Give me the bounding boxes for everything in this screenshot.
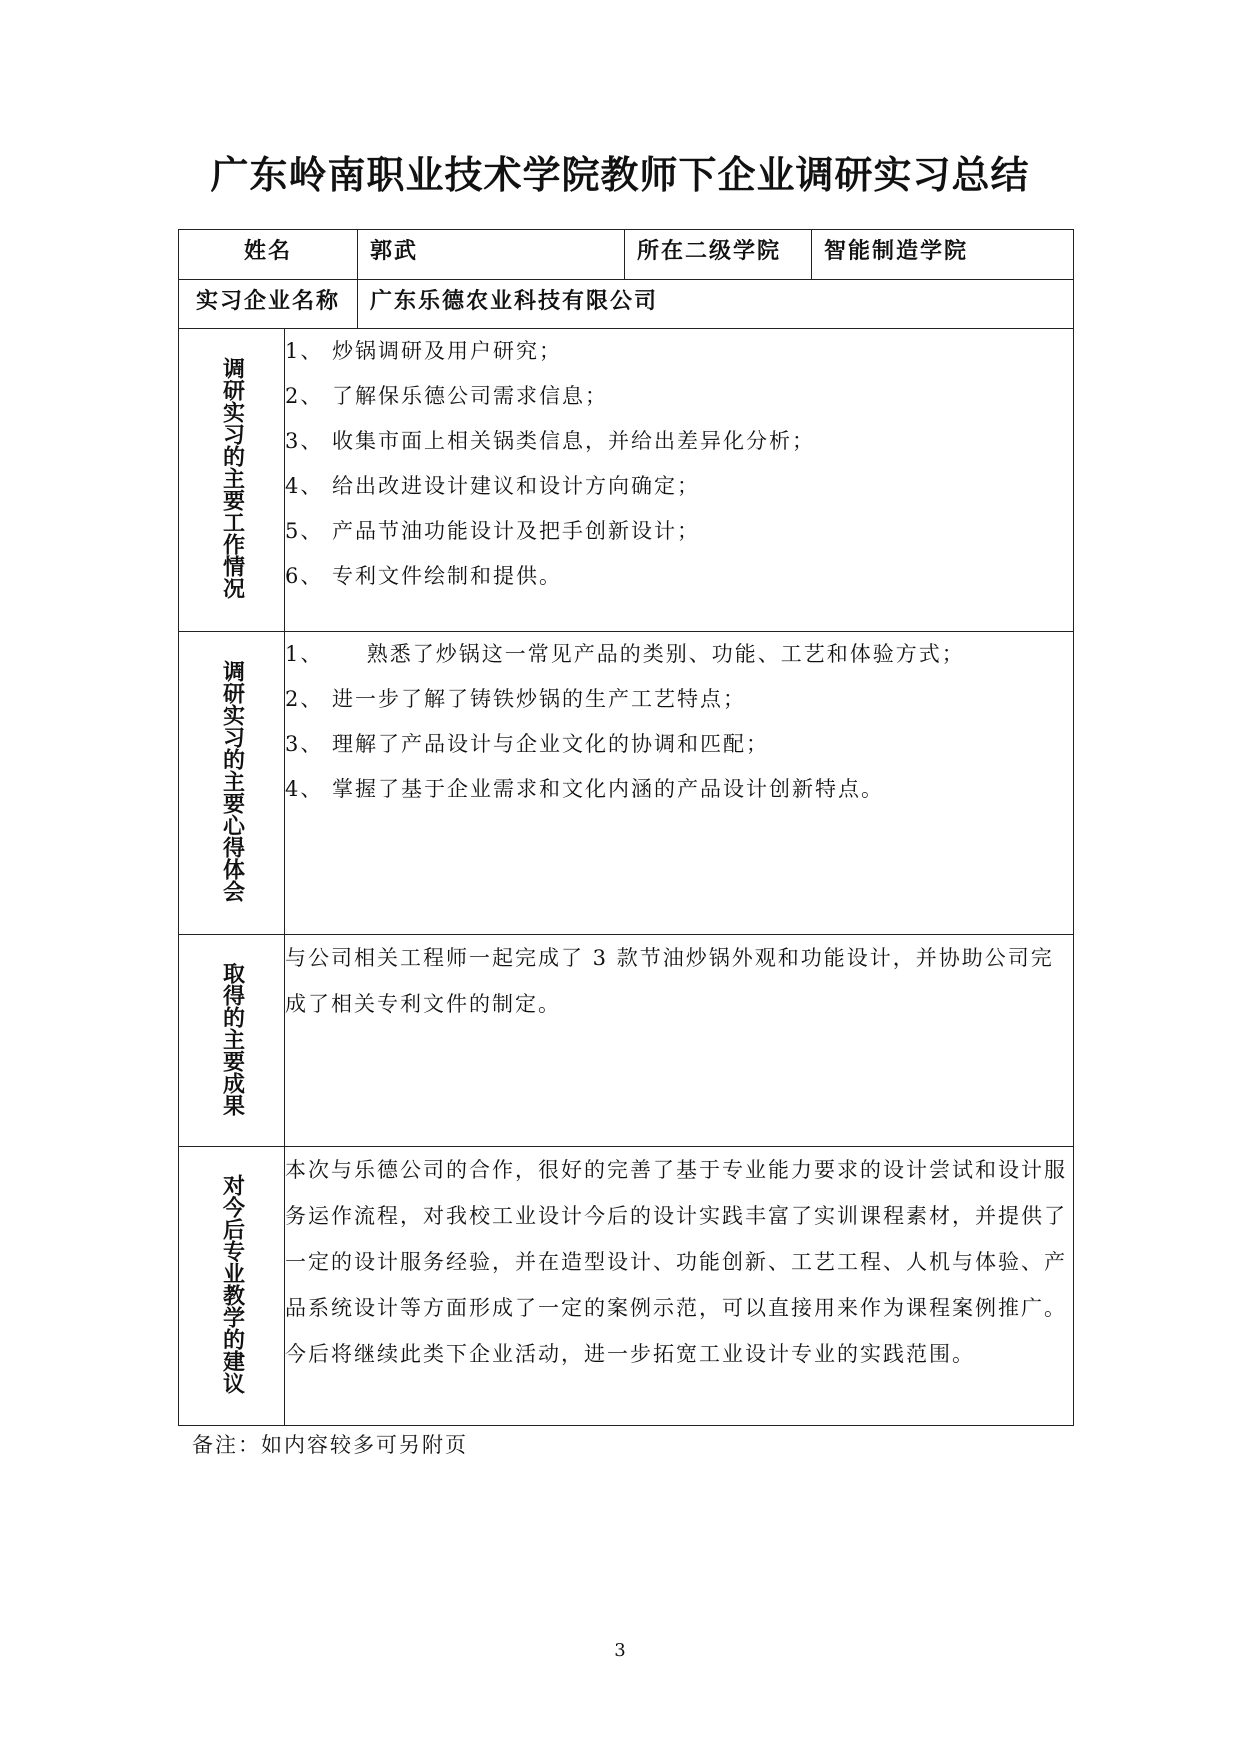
name-row [179,230,1074,280]
work-item: 3、 收集市面上相关锅类信息，并给出差异化分析； [285,429,816,453]
work-label: 调研实习的主要工作情况 [219,357,245,599]
work-content [285,329,1074,632]
experience-item: 3、 理解了产品设计与企业文化的协调和匹配； [285,732,770,756]
company-label: 实习企业名称 [179,280,358,329]
achievements-label-cell [179,935,285,1147]
experience-item: 1、 熟悉了炒锅这一常见产品的类别、功能、工艺和体验方式； [285,642,965,666]
suggestions-content: 本次与乐德公司的合作，很好的完善了基于专业能力要求的设计尝试和设计服务运作流程，对我校工业设计今后的设计实践丰富了实训课程素材，并提供了一定的设计服务经验，并在造型设计、功能创新、工艺工程、人机与体验、产品系统设计等方面形成了一定的案例示范，可以直接用来作为课程案例推广。今后将继续此类下企业活动，进一步拓宽工业设计专业的实践范围。 [285,1147,1074,1426]
work-item: 2、 了解保乐德公司需求信息； [285,384,609,408]
name-value: 郭武 [358,230,625,280]
work-row [179,329,1074,632]
college-label: 所在二级学院 [625,230,812,280]
experience-content [285,632,1074,935]
company-row [179,280,1074,329]
page-number: 3 [614,1640,626,1661]
suggestions-label-cell [179,1147,285,1426]
work-item: 1、 炒锅调研及用户研究； [285,339,563,363]
work-item: 4、 给出改进设计建议和设计方向确定； [285,474,701,498]
company-value: 广东乐德农业科技有限公司 [358,280,1074,329]
page-title: 广东岭南职业技术学院教师下企业调研实习总结 [210,153,1030,197]
experience-item: 2、 进一步了解了铸铁炒锅的生产工艺特点； [285,687,747,711]
experience-row [179,632,1074,935]
work-item: 5、 产品节油功能设计及把手创新设计； [285,519,701,543]
suggestions-row [179,1147,1074,1426]
experience-item: 4、 掌握了基于企业需求和文化内涵的产品设计创新特点。 [285,777,885,801]
name-label: 姓名 [179,230,358,280]
experience-label: 调研实习的主要心得体会 [219,660,245,902]
summary-form-table [178,229,1074,1426]
work-label-cell [179,329,285,632]
achievements-label: 取得的主要成果 [219,961,245,1116]
work-item: 6、 专利文件绘制和提供。 [285,564,563,588]
experience-label-cell [179,632,285,935]
achievements-content: 与公司相关工程师一起完成了 3 款节油炒锅外观和功能设计，并协助公司完成了相关专利文件的制定。 [285,935,1074,1147]
achievements-row [179,935,1074,1147]
college-value: 智能制造学院 [812,230,1074,280]
suggestions-label: 对今后专业教学的建议 [219,1174,245,1394]
remark-note: 备注：如内容较多可另附页 [192,1433,468,1457]
